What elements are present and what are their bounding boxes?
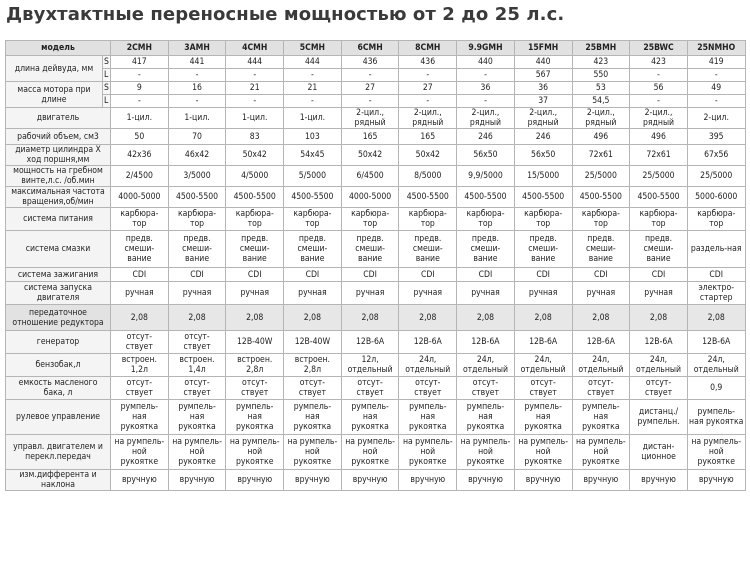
- spec-cell: 50x42: [399, 145, 457, 166]
- spec-cell: 2,08: [226, 305, 284, 331]
- spec-cell: ручная: [168, 282, 226, 305]
- spec-cell: 24л, отдельный: [572, 354, 630, 377]
- spec-cell: предв. смеши- вание: [168, 231, 226, 268]
- spec-cell: 2-цил., рядный: [630, 108, 688, 129]
- spec-cell: 12B-40W: [284, 331, 342, 354]
- spec-cell: отсут- ствует: [111, 331, 169, 354]
- spec-cell: вручную: [514, 470, 572, 491]
- spec-cell: 2/4500: [111, 166, 169, 187]
- spec-cell: 2,08: [687, 305, 745, 331]
- spec-cell: 12B-6A: [341, 331, 399, 354]
- spec-cell: 42x36: [111, 145, 169, 166]
- spec-cell: -: [457, 69, 515, 82]
- spec-cell: 423: [572, 56, 630, 69]
- table-row: [6, 82, 746, 95]
- spec-cell: 1-цил.: [168, 108, 226, 129]
- spec-cell: 37: [514, 95, 572, 108]
- spec-cell: 419: [687, 56, 745, 69]
- spec-cell: 24л, отдельный: [399, 354, 457, 377]
- spec-cell: румпель- ная рукоятка: [514, 400, 572, 435]
- spec-cell: ручная: [284, 282, 342, 305]
- spec-cell: встроен. 1,2л: [111, 354, 169, 377]
- spec-cell: 2-цил., рядный: [399, 108, 457, 129]
- spec-cell: на румпель- ной рукоятке: [687, 435, 745, 470]
- spec-cell: карбюра- тор: [514, 208, 572, 231]
- spec-cell: 4500-5500: [457, 187, 515, 208]
- spec-cell: 9,9/5000: [457, 166, 515, 187]
- spec-cell: 54,5: [572, 95, 630, 108]
- spec-cell: 2-цил.: [687, 108, 745, 129]
- spec-cell: 2,08: [341, 305, 399, 331]
- header-model: 15FMH: [514, 41, 572, 56]
- spec-cell: -: [284, 69, 342, 82]
- spec-cell: предв. смеши- вание: [572, 231, 630, 268]
- spec-cell: 2,08: [457, 305, 515, 331]
- spec-cell: 12B-6A: [630, 331, 688, 354]
- spec-cell: ручная: [226, 282, 284, 305]
- spec-cell: 436: [341, 56, 399, 69]
- spec-cell: предв. смеши- вание: [341, 231, 399, 268]
- header-model: 4CMH: [226, 41, 284, 56]
- spec-cell: CDI: [226, 268, 284, 282]
- param-name: бензобак,л: [6, 354, 111, 377]
- spec-cell: карбюра- тор: [630, 208, 688, 231]
- spec-cell: 72x61: [630, 145, 688, 166]
- spec-cell: 103: [284, 129, 342, 145]
- spec-cell: на румпель- ной рукоятке: [457, 435, 515, 470]
- param-name: изм.дифферента и наклона: [6, 470, 111, 491]
- spec-cell: 12B-6A: [514, 331, 572, 354]
- spec-cell: отсут- ствует: [630, 377, 688, 400]
- spec-cell: 444: [226, 56, 284, 69]
- spec-cell: 440: [457, 56, 515, 69]
- table-row: [6, 166, 746, 187]
- spec-cell: 4500-5500: [630, 187, 688, 208]
- spec-cell: 4/5000: [226, 166, 284, 187]
- spec-cell: предв. смеши- вание: [399, 231, 457, 268]
- table-row: [6, 377, 746, 400]
- spec-cell: ручная: [630, 282, 688, 305]
- spec-cell: -: [630, 95, 688, 108]
- spec-cell: 83: [226, 129, 284, 145]
- spec-cell: 8/5000: [399, 166, 457, 187]
- spec-cell: 2,08: [514, 305, 572, 331]
- spec-cell: предв. смеши- вание: [226, 231, 284, 268]
- table-row: [6, 145, 746, 166]
- length-variant: S: [104, 57, 109, 67]
- param-name: передаточное отношение редуктора: [6, 305, 111, 331]
- spec-cell: CDI: [514, 268, 572, 282]
- table-row: [6, 470, 746, 491]
- spec-cell: ручная: [514, 282, 572, 305]
- spec-cell: 24л, отдельный: [457, 354, 515, 377]
- spec-cell: дистанц./ румпельн.: [630, 400, 688, 435]
- spec-cell: румпель- ная рукоятка: [399, 400, 457, 435]
- spec-cell: вручную: [284, 470, 342, 491]
- spec-cell: 2,08: [630, 305, 688, 331]
- param-name: рабочий объем, см3: [6, 129, 111, 145]
- spec-cell: 46x42: [168, 145, 226, 166]
- header-model: 25BWC: [630, 41, 688, 56]
- spec-cell: 2,08: [284, 305, 342, 331]
- spec-cell: 246: [514, 129, 572, 145]
- table-row: [6, 435, 746, 470]
- spec-cell: предв. смеши- вание: [284, 231, 342, 268]
- spec-cell: 12B-40W: [226, 331, 284, 354]
- spec-cell: -: [226, 69, 284, 82]
- param-name: система зажигания: [6, 268, 111, 282]
- spec-cell: 395: [687, 129, 745, 145]
- spec-cell: 165: [341, 129, 399, 145]
- spec-cell: 2-цил., рядный: [514, 108, 572, 129]
- spec-cell: 4500-5500: [226, 187, 284, 208]
- spec-cell: встроен. 2,8л: [284, 354, 342, 377]
- spec-cell: вручную: [168, 470, 226, 491]
- param-name: система запуска двигателя: [6, 282, 111, 305]
- spec-cell: 36: [457, 82, 515, 95]
- spec-cell: ручная: [399, 282, 457, 305]
- spec-cell: карбюра- тор: [284, 208, 342, 231]
- spec-cell: 436: [399, 56, 457, 69]
- spec-body: [6, 56, 746, 491]
- spec-cell: 5/5000: [284, 166, 342, 187]
- param-name: рулевое управление: [6, 400, 111, 435]
- table-row: [6, 305, 746, 331]
- spec-cell: карбюра- тор: [111, 208, 169, 231]
- spec-cell: 2,08: [572, 305, 630, 331]
- spec-cell: -: [687, 69, 745, 82]
- param-name: длина дейвуда, мм: [6, 56, 103, 82]
- param-name: система смазки: [6, 231, 111, 268]
- spec-cell: отсут- ствует: [399, 377, 457, 400]
- spec-cell: -: [111, 95, 169, 108]
- spec-cell: 67x56: [687, 145, 745, 166]
- spec-cell: отсут- ствует: [457, 377, 515, 400]
- spec-cell: -: [168, 69, 226, 82]
- spec-cell: CDI: [572, 268, 630, 282]
- spec-cell: 1-цил.: [111, 108, 169, 129]
- spec-cell: на румпель- ной рукоятке: [168, 435, 226, 470]
- spec-cell: 53: [572, 82, 630, 95]
- spec-cell: румпель- ная рукоятка: [226, 400, 284, 435]
- spec-cell: румпель- ная рукоятка: [284, 400, 342, 435]
- spec-cell: карбюра- тор: [687, 208, 745, 231]
- spec-cell: 72x61: [572, 145, 630, 166]
- spec-cell: карбюра- тор: [341, 208, 399, 231]
- spec-cell: 12л, отдельный: [341, 354, 399, 377]
- spec-cell: на румпель- ной рукоятке: [226, 435, 284, 470]
- spec-cell: 25/5000: [687, 166, 745, 187]
- spec-cell: румпель- ная рукоятка: [457, 400, 515, 435]
- param-name: мощность на гребном винте,л.с. /об.мин: [6, 166, 111, 187]
- spec-cell: отсут- ствует: [168, 331, 226, 354]
- spec-cell: -: [284, 95, 342, 108]
- spec-cell: 24л, отдельный: [514, 354, 572, 377]
- spec-cell: вручную: [111, 470, 169, 491]
- spec-cell: 1-цил.: [284, 108, 342, 129]
- spec-cell: вручную: [226, 470, 284, 491]
- spec-cell: -: [630, 69, 688, 82]
- spec-cell: -: [399, 95, 457, 108]
- spec-cell: CDI: [111, 268, 169, 282]
- param-name: емкость масленого бака, л: [6, 377, 111, 400]
- spec-cell: 2,08: [399, 305, 457, 331]
- spec-cell: 496: [572, 129, 630, 145]
- header-model: 25NMHO: [687, 41, 745, 56]
- spec-cell: вручную: [341, 470, 399, 491]
- spec-cell: раздель-ная: [687, 231, 745, 268]
- spec-cell: 496: [630, 129, 688, 145]
- spec-table: [5, 40, 746, 491]
- spec-cell: 246: [457, 129, 515, 145]
- table-row: [6, 129, 746, 145]
- spec-cell: 5000-6000: [687, 187, 745, 208]
- spec-cell: на румпель- ной рукоятке: [284, 435, 342, 470]
- table-row: [6, 400, 746, 435]
- table-row: [6, 231, 746, 268]
- spec-cell: 2,08: [111, 305, 169, 331]
- header-row: [6, 41, 746, 56]
- header-model: 9.9GMH: [457, 41, 515, 56]
- spec-cell: предв. смеши- вание: [514, 231, 572, 268]
- spec-cell: отсут- ствует: [572, 377, 630, 400]
- spec-cell: 2-цил., рядный: [457, 108, 515, 129]
- spec-cell: вручную: [572, 470, 630, 491]
- spec-cell: 4000-5000: [111, 187, 169, 208]
- spec-cell: 417: [111, 56, 169, 69]
- spec-cell: -: [341, 95, 399, 108]
- spec-cell: электро- стартер: [687, 282, 745, 305]
- spec-cell: 4500-5500: [399, 187, 457, 208]
- spec-cell: 12B-6A: [457, 331, 515, 354]
- length-variant: L: [103, 69, 111, 82]
- spec-cell: CDI: [284, 268, 342, 282]
- table-row: [6, 56, 746, 69]
- spec-cell: -: [399, 69, 457, 82]
- spec-cell: 2-цил., рядный: [341, 108, 399, 129]
- spec-cell: 2-цил., рядный: [572, 108, 630, 129]
- spec-cell: 4500-5500: [572, 187, 630, 208]
- spec-cell: 36: [514, 82, 572, 95]
- table-row: [6, 268, 746, 282]
- spec-cell: CDI: [457, 268, 515, 282]
- spec-cell: CDI: [341, 268, 399, 282]
- spec-cell: 70: [168, 129, 226, 145]
- spec-cell: 1-цил.: [226, 108, 284, 129]
- spec-cell: ручная: [457, 282, 515, 305]
- spec-cell: на румпель- ной рукоятке: [514, 435, 572, 470]
- spec-cell: 4500-5500: [168, 187, 226, 208]
- header-model: 6CMH: [341, 41, 399, 56]
- spec-cell: встроен. 1,4л: [168, 354, 226, 377]
- spec-cell: карбюра- тор: [226, 208, 284, 231]
- spec-cell: на румпель- ной рукоятке: [399, 435, 457, 470]
- spec-cell: румпель- ная рукоятка: [111, 400, 169, 435]
- spec-cell: отсут- ствует: [168, 377, 226, 400]
- spec-cell: -: [111, 69, 169, 82]
- spec-cell: ручная: [111, 282, 169, 305]
- spec-cell: 6/4500: [341, 166, 399, 187]
- table-row: [6, 69, 746, 82]
- header-model: 8CMH: [399, 41, 457, 56]
- param-name: масса мотора при длине: [6, 82, 103, 108]
- spec-cell: 165: [399, 129, 457, 145]
- header-param: модель: [6, 41, 111, 56]
- spec-cell: вручную: [630, 470, 688, 491]
- spec-cell: 12B-6A: [399, 331, 457, 354]
- spec-cell: 21: [226, 82, 284, 95]
- spec-cell: 4500-5500: [514, 187, 572, 208]
- spec-cell: 54x45: [284, 145, 342, 166]
- spec-cell: на румпель- ной рукоятке: [572, 435, 630, 470]
- spec-cell: 9: [111, 82, 169, 95]
- spec-cell: 440: [514, 56, 572, 69]
- header-model: 3AMH: [168, 41, 226, 56]
- table-row: [6, 208, 746, 231]
- spec-cell: CDI: [630, 268, 688, 282]
- spec-cell: румпель- ная рукоятка: [572, 400, 630, 435]
- spec-cell: 25/5000: [630, 166, 688, 187]
- spec-cell: дистан- ционное: [630, 435, 688, 470]
- spec-cell: CDI: [399, 268, 457, 282]
- spec-cell: румпель- ная рукоятка: [168, 400, 226, 435]
- param-name: максимальная частота вращения,об/мин: [6, 187, 111, 208]
- spec-cell: -: [687, 95, 745, 108]
- page-title: Двухтактные переносные мощностью от 2 до 25 л.с.: [6, 4, 565, 25]
- spec-cell: 444: [284, 56, 342, 69]
- spec-cell: 27: [341, 82, 399, 95]
- spec-cell: 24л, отдельный: [630, 354, 688, 377]
- spec-cell: предв. смеши- вание: [457, 231, 515, 268]
- spec-cell: предв. смеши- вание: [111, 231, 169, 268]
- spec-cell: 567: [514, 69, 572, 82]
- spec-cell: вручную: [687, 470, 745, 491]
- table-row: [6, 108, 746, 129]
- spec-cell: карбюра- тор: [168, 208, 226, 231]
- header-model: 5CMH: [284, 41, 342, 56]
- spec-cell: ручная: [341, 282, 399, 305]
- spec-cell: 24л, отдельный: [687, 354, 745, 377]
- spec-cell: 4500-5500: [284, 187, 342, 208]
- spec-cell: 50: [111, 129, 169, 145]
- spec-cell: на румпель- ной рукоятке: [111, 435, 169, 470]
- spec-cell: карбюра- тор: [457, 208, 515, 231]
- param-name: управл. двигателем и перекл.передач: [6, 435, 111, 470]
- spec-cell: отсут- ствует: [341, 377, 399, 400]
- length-variant: L: [103, 95, 111, 108]
- header-model: 25BMH: [572, 41, 630, 56]
- spec-cell: 2,08: [168, 305, 226, 331]
- spec-cell: 50x42: [226, 145, 284, 166]
- spec-cell: ручная: [572, 282, 630, 305]
- spec-cell: отсут- ствует: [226, 377, 284, 400]
- spec-cell: карбюра- тор: [572, 208, 630, 231]
- spec-cell: отсут- ствует: [284, 377, 342, 400]
- spec-cell: 49: [687, 82, 745, 95]
- spec-cell: на румпель- ной рукоятке: [341, 435, 399, 470]
- table-row: [6, 282, 746, 305]
- table-row: [6, 95, 746, 108]
- spec-cell: румпель- ная рукоятка: [341, 400, 399, 435]
- spec-cell: 56x50: [457, 145, 515, 166]
- spec-cell: отсут- ствует: [111, 377, 169, 400]
- spec-cell: румпель- ная рукоятка: [687, 400, 745, 435]
- table-row: [6, 187, 746, 208]
- table-row: [6, 331, 746, 354]
- spec-cell: 21: [284, 82, 342, 95]
- spec-cell: 27: [399, 82, 457, 95]
- spec-cell: вручную: [457, 470, 515, 491]
- spec-cell: карбюра- тор: [399, 208, 457, 231]
- spec-cell: 56: [630, 82, 688, 95]
- spec-cell: 16: [168, 82, 226, 95]
- spec-cell: CDI: [168, 268, 226, 282]
- length-variant: S: [104, 83, 109, 93]
- param-name: система питания: [6, 208, 111, 231]
- spec-cell: 0,9: [687, 377, 745, 400]
- spec-cell: 12B-6A: [687, 331, 745, 354]
- spec-cell: 423: [630, 56, 688, 69]
- spec-cell: 441: [168, 56, 226, 69]
- spec-cell: 56x50: [514, 145, 572, 166]
- spec-cell: 15/5000: [514, 166, 572, 187]
- header-model: 2CMH: [111, 41, 169, 56]
- table-row: [6, 354, 746, 377]
- spec-cell: вручную: [399, 470, 457, 491]
- spec-cell: -: [457, 95, 515, 108]
- spec-cell: 550: [572, 69, 630, 82]
- spec-cell: отсут- ствует: [514, 377, 572, 400]
- param-name: двигатель: [6, 108, 111, 129]
- spec-cell: 12B-6A: [572, 331, 630, 354]
- spec-cell: 3/5000: [168, 166, 226, 187]
- param-name: диаметр цилиндра Х ход поршня,мм: [6, 145, 111, 166]
- spec-cell: -: [226, 95, 284, 108]
- spec-cell: 50x42: [341, 145, 399, 166]
- spec-cell: 4000-5000: [341, 187, 399, 208]
- spec-cell: CDI: [687, 268, 745, 282]
- param-name: генератор: [6, 331, 111, 354]
- spec-cell: предв. смеши- вание: [630, 231, 688, 268]
- spec-cell: -: [168, 95, 226, 108]
- spec-cell: встроен. 2,8л: [226, 354, 284, 377]
- spec-cell: 25/5000: [572, 166, 630, 187]
- spec-cell: -: [341, 69, 399, 82]
